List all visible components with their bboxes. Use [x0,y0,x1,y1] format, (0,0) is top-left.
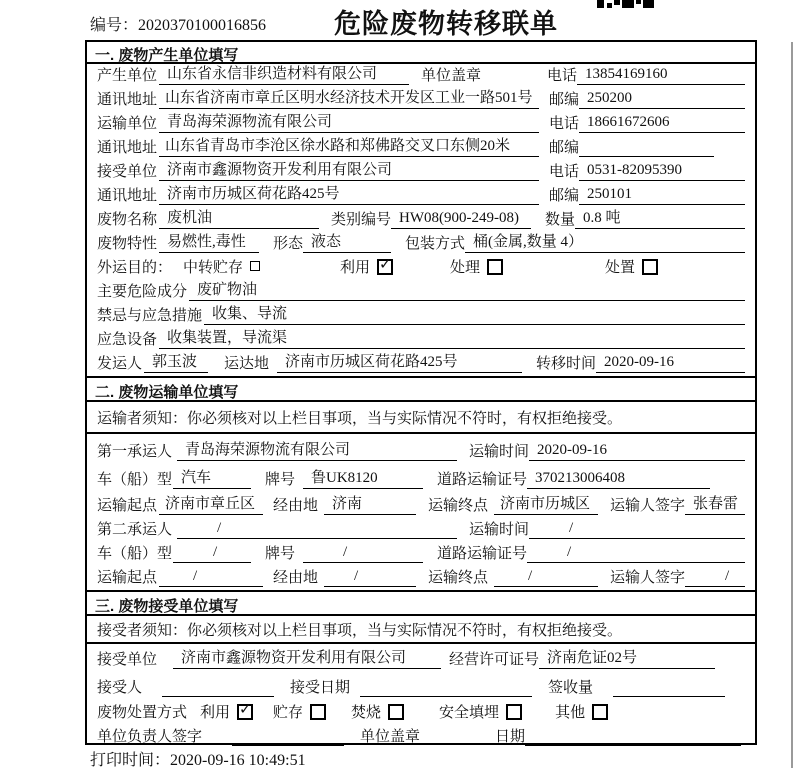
acceptor-row [87,672,755,700]
print-time-label: 打印时间： [90,752,171,768]
equipment-label: 应急设备 [97,332,158,348]
transport-time1-label: 运输时间 [469,444,530,460]
vehicle1-type-label: 车（船）型 [97,472,173,488]
producer-zip-value: 250200 [579,90,745,109]
dispatcher-value: 郭玉波 [144,350,208,373]
acceptor-value [162,679,274,697]
producer-phone-label: 电话 [547,68,578,84]
transporter-zip-value [579,139,714,157]
first-carrier-value: 青岛海荣源物流有限公司 [177,438,457,461]
signoff-date-value [525,728,741,746]
plate1-value: 鲁UK8120 [303,466,423,489]
transporter-address-row [87,136,755,160]
disposal-landfill-checkbox [506,704,522,720]
route1-start-label: 运输起点 [97,498,158,514]
manifest-form-table [85,40,757,745]
receiver-zip-label: 邮编 [549,188,580,204]
treat-checkbox [487,259,503,275]
transfer-storage-checkbox [250,261,260,271]
route2-via-value: / [324,568,416,587]
accepting-unit-label: 接受单位 [97,652,158,668]
first-carrier-label: 第一承运人 [97,444,173,460]
print-time-line [90,747,306,768]
signoff-date-label: 日期 [495,729,526,745]
road-cert1-value: 370213006408 [527,470,710,489]
signoff-row [87,725,755,749]
receiver-address-label: 通讯地址 [97,188,158,204]
road-cert1-label: 道路运输证号 [437,472,528,488]
second-carrier-label: 第二承运人 [97,522,173,538]
transporter-address-label: 通讯地址 [97,140,158,156]
receiver-phone-value: 0531-82095390 [579,162,745,181]
hazard-value: 废矿物油 [189,278,745,301]
disposal-option-incinerate: 焚烧 [351,701,404,722]
received-quantity-value [613,679,725,697]
producer-value: 山东省永信非织造材料有限公司 [159,62,409,85]
route1-row [87,492,755,518]
route2-end-label: 运输终点 [428,570,489,586]
receiver-value: 济南市鑫源物资开发利用有限公司 [159,158,539,181]
license-value: 济南危证02号 [539,646,715,669]
second-carrier-row [87,518,755,542]
transporter-label: 运输单位 [97,116,158,132]
waste-name-row [87,208,755,232]
responsible-sign-value [232,728,344,746]
waste-property-label: 废物特性 [97,236,158,252]
accept-date-label: 接受日期 [290,680,351,696]
responsible-sign-label: 单位负责人签字 [97,729,203,745]
transporter-value: 青岛海荣源物流有限公司 [159,110,539,133]
producer-address-label: 通讯地址 [97,92,158,108]
destination-label: 运达地 [224,356,270,372]
section2-header: 二. 废物运输单位填写 [87,376,755,402]
acceptor-notice-text: 接受者须知：你必须核对以上栏目事项，当与实际情况不符时，有权拒绝接受。 [97,622,623,639]
waste-category-value: HW08(900-249-08) [391,210,531,229]
disposal-method-row [87,700,755,725]
route2-start-value: / [159,568,263,587]
route1-via-value: 济南 [324,492,416,515]
unit-seal-label-bottom: 单位盖章 [360,729,421,745]
transport-time1-value: 2020-09-16 [529,442,745,461]
waste-form-label: 形态 [273,236,304,252]
transporter-phone-label: 电话 [549,116,580,132]
disposal-incinerate-checkbox [388,704,404,720]
print-time-value: 2020-09-16 10:49:51 [170,752,306,768]
waste-name-label: 废物名称 [97,212,158,228]
route2-sign-value: / [685,568,745,587]
first-carrier-row [87,434,755,464]
transfer-time-value: 2020-09-16 [596,354,745,373]
unit-seal-label: 单位盖章 [421,68,482,84]
packing-value: 桶(金属,数量 4） [465,230,745,253]
receiver-row [87,160,755,184]
dispatcher-label: 发运人 [97,356,143,372]
second-carrier-value: / [177,520,457,539]
qr-code-fragment-icon [597,0,655,9]
transporter-notice-text: 运输者须知：你必须核对以上栏目事项，当与实际情况不符时，有权拒绝接受。 [97,410,623,427]
received-quantity-label: 签收量 [548,680,594,696]
dispose-checkbox [642,259,658,275]
producer-address-value: 山东省济南市章丘区明水经济技术开发区工业一路501号 [159,86,539,109]
producer-label: 产生单位 [97,68,158,84]
producer-row [87,64,755,88]
route1-via-label: 经由地 [273,498,319,514]
vehicle2-type-label: 车（船）型 [97,546,173,562]
emergency-label: 禁忌与应急措施 [97,308,203,324]
equipment-value: 收集装置，导流渠 [159,326,745,349]
transfer-time-label: 转移时间 [536,356,597,372]
purpose-label: 外运目的： [97,260,173,276]
dispatch-row [87,352,755,376]
route1-sign-label: 运输人签字 [610,498,686,514]
route2-start-label: 运输起点 [97,570,158,586]
serial-label: 编号： [90,17,139,34]
transporter-row [87,112,755,136]
transport-time2-label: 运输时间 [469,522,530,538]
plate2-label: 牌号 [265,546,296,562]
accepting-unit-row [87,644,755,672]
road-cert2-label: 道路运输证号 [437,546,528,562]
equipment-row [87,328,755,352]
accept-date-value [360,679,532,697]
route1-start-value: 济南市章丘区 [159,492,263,515]
purpose-option-treat: 处理 [450,256,503,277]
page-edge-line [791,42,793,768]
section1-header: 一. 废物产生单位填写 [87,42,755,64]
section3-header: 三. 废物接受单位填写 [87,590,755,616]
purpose-row [87,256,755,280]
vehicle1-type-value: 汽车 [173,466,251,489]
hazard-label: 主要危险成分 [97,284,188,300]
disposal-store-checkbox [310,704,326,720]
serial-number: 2020370100016856 [138,17,267,34]
waste-name-value: 废机油 [159,206,319,229]
receiver-address-row [87,184,755,208]
transporter-phone-value: 18661672606 [579,114,745,133]
disposal-method-label: 废物处置方式 [97,705,188,721]
transport-time2-value: / [529,520,745,539]
disposal-option-other: 其他 [555,701,608,722]
waste-quantity-label: 数量 [545,212,576,228]
receiver-phone-label: 电话 [549,164,580,180]
waste-category-label: 类别编号 [331,212,392,228]
waste-quantity-value: 0.8 吨 [575,206,745,229]
page-title: 危险废物转移联单 [334,9,558,39]
route1-end-value: 济南市历城区 [494,492,598,515]
disposal-option-use: 利用 ✓ [200,699,252,721]
emergency-value: 收集、导流 [204,302,745,325]
plate1-label: 牌号 [265,472,296,488]
disposal-other-checkbox [592,704,608,720]
waste-form-value: 液态 [303,230,391,253]
vehicle1-row [87,464,755,492]
vehicle2-type-value: / [173,544,251,563]
acceptor-notice-row [87,616,755,644]
transporter-zip-label: 邮编 [549,140,580,156]
road-cert2-value: / [527,544,745,563]
use-checkbox-checked: ✓ [379,254,392,273]
emergency-row [87,304,755,328]
receiver-label: 接受单位 [97,164,158,180]
transporter-address-value: 山东省青岛市李沧区徐水路和郑佛路交叉口东侧20米 [159,134,539,157]
route2-via-label: 经由地 [273,570,319,586]
license-label: 经营许可证号 [449,652,540,668]
producer-address-row [87,88,755,112]
route2-sign-label: 运输人签字 [610,570,686,586]
receiver-address-value: 济南市历城区荷花路425号 [159,182,539,205]
producer-zip-label: 邮编 [549,92,580,108]
vehicle2-row [87,542,755,566]
plate2-value: / [303,544,423,563]
acceptor-label: 接受人 [97,680,143,696]
producer-phone-value: 13854169160 [577,66,745,85]
disposal-use-checkbox-checked: ✓ [239,699,252,718]
purpose-option-transfer-storage: 中转贮存 [183,256,260,277]
packing-label: 包装方式 [405,236,466,252]
disposal-option-landfill: 安全填埋 [439,701,522,722]
purpose-option-dispose: 处置 [605,256,658,277]
waste-property-value: 易燃性,毒性 [159,230,259,253]
serial-number-line [90,12,266,35]
receiver-zip-value: 250101 [579,186,745,205]
waste-property-row [87,232,755,256]
route2-row [87,566,755,590]
hazard-row [87,280,755,304]
purpose-option-use: 利用 ✓ [340,254,392,276]
route1-sign-value: 张春雷 [685,492,745,515]
transporter-notice-row [87,402,755,434]
disposal-option-store: 贮存 [273,701,326,722]
route1-end-label: 运输终点 [428,498,489,514]
route2-end-value: / [494,568,598,587]
destination-value: 济南市历城区荷花路425号 [277,350,522,373]
accepting-unit-value: 济南市鑫源物资开发利用有限公司 [173,646,441,669]
